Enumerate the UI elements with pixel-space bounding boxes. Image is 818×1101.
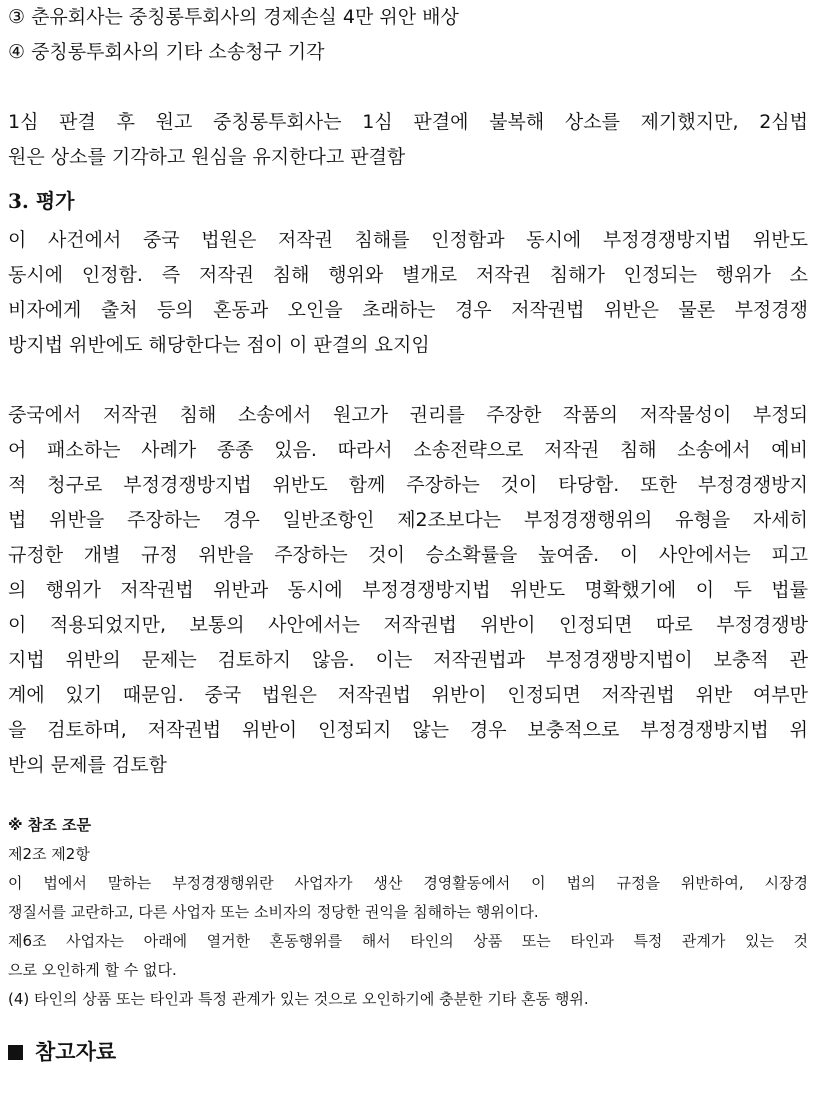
article-line: 이 법에서 말하는 부정경쟁행위란 사업자가 생산 경영활동에서 이 법의 규정을 위반하여, 시장경 — [8, 874, 808, 892]
paragraph-line: 이 적용되었지만, 보통의 사안에서는 저작권법 위반이 인정되면 따로 부정경쟁방 — [8, 614, 808, 636]
article-line: 제6조 사업자는 아래에 열거한 혼동행위를 해서 타인의 상품 또는 타인과 특정 관계가 있는 것 — [8, 932, 808, 950]
references-heading — [8, 1032, 808, 1072]
paragraph-line: 비자에게 출처 등의 혼동과 오인을 초래하는 경우 저작권법 위반은 물론 부정경쟁 — [8, 299, 808, 321]
section-heading: 3. 평가 — [8, 189, 75, 213]
paragraph-line: 동시에 인정함. 즉 저작권 침해 행위와 별개로 저작권 침해가 인정되는 행위가 소 — [8, 264, 808, 286]
evaluation-paragraph-2 — [8, 398, 808, 783]
paragraph-line: 원은 상소를 기각하고 원심을 유지한다고 판결함 — [8, 146, 406, 168]
paragraph-line: 계에 있기 때문임. 중국 법원은 저작권법 위반이 인정되면 저작권법 위반 여부만 — [8, 684, 808, 706]
paragraph-line: 법 위반을 주장하는 경우 일반조항인 제2조보다는 부정경쟁행위의 유형을 자세히 — [8, 509, 808, 531]
paragraph-line: 규정한 개별 규정 위반을 주장하는 것이 승소확률을 높여줌. 이 사안에서는 피고 — [8, 544, 808, 566]
black-square-bullet-icon — [8, 1045, 23, 1060]
paragraph-line: 중국에서 저작권 침해 소송에서 원고가 권리를 주장한 작품의 저작물성이 부정되 — [8, 404, 808, 426]
paragraph-line: 을 검토하며, 저작권법 위반이 인정되지 않는 경우 보충적으로 부정경쟁방지법 위 — [8, 719, 808, 741]
reference-articles — [8, 811, 808, 1014]
paragraph-line: 의 행위가 저작권법 위반과 동시에 부정경쟁방지법 위반도 명확했기에 이 두 법률 — [8, 579, 808, 601]
paragraph-line: 지법 위반의 문제는 검토하지 않음. 이는 저작권법과 부정경쟁방지법이 보충적 관 — [8, 649, 808, 671]
article-line: (4) 타인의 상품 또는 타인과 특정 관계가 있는 것으로 오인하기에 충분한 기타 혼동 행위. — [8, 990, 589, 1008]
paragraph-line: 1심 판결 후 원고 중칭롱투회사는 1심 판결에 불복해 상소를 제기했지만, 2심법 — [8, 111, 808, 133]
paragraph-line: 어 패소하는 사례가 종종 있음. 따라서 소송전략으로 저작권 침해 소송에서 예비 — [8, 439, 808, 461]
article-line: 쟁질서를 교란하고, 다른 사업자 또는 소비자의 정당한 권익을 침해하는 행위이다. — [8, 903, 539, 921]
paragraph-line: 이 사건에서 중국 법원은 저작권 침해를 인정함과 동시에 부정경쟁방지법 위반도 — [8, 229, 808, 251]
paragraph-line: 적 청구로 부정경쟁방지법 위반도 함께 주장하는 것이 타당함. 또한 부정경쟁방지 — [8, 474, 808, 496]
evaluation-paragraph-1 — [8, 223, 808, 363]
reference-articles-title: ※ 참조 조문 — [8, 816, 91, 834]
ruling-item-4: ④ 중칭롱투회사의 기타 소송청구 기각 — [8, 41, 325, 63]
article-line: 으로 오인하게 할 수 없다. — [8, 961, 177, 979]
appeal-paragraph — [8, 105, 808, 175]
ruling-list — [8, 0, 808, 70]
paragraph-line: 반의 문제를 검토함 — [8, 754, 167, 776]
document-page — [8, 0, 808, 1072]
references-heading-text: 참고자료 — [35, 1039, 117, 1064]
article-line: 제2조 제2항 — [8, 845, 90, 863]
paragraph-line: 방지법 위반에도 해당한다는 점이 이 판결의 요지임 — [8, 334, 430, 356]
ruling-item-3: ③ 춘유회사는 중칭롱투회사의 경제손실 4만 위안 배상 — [8, 6, 459, 28]
